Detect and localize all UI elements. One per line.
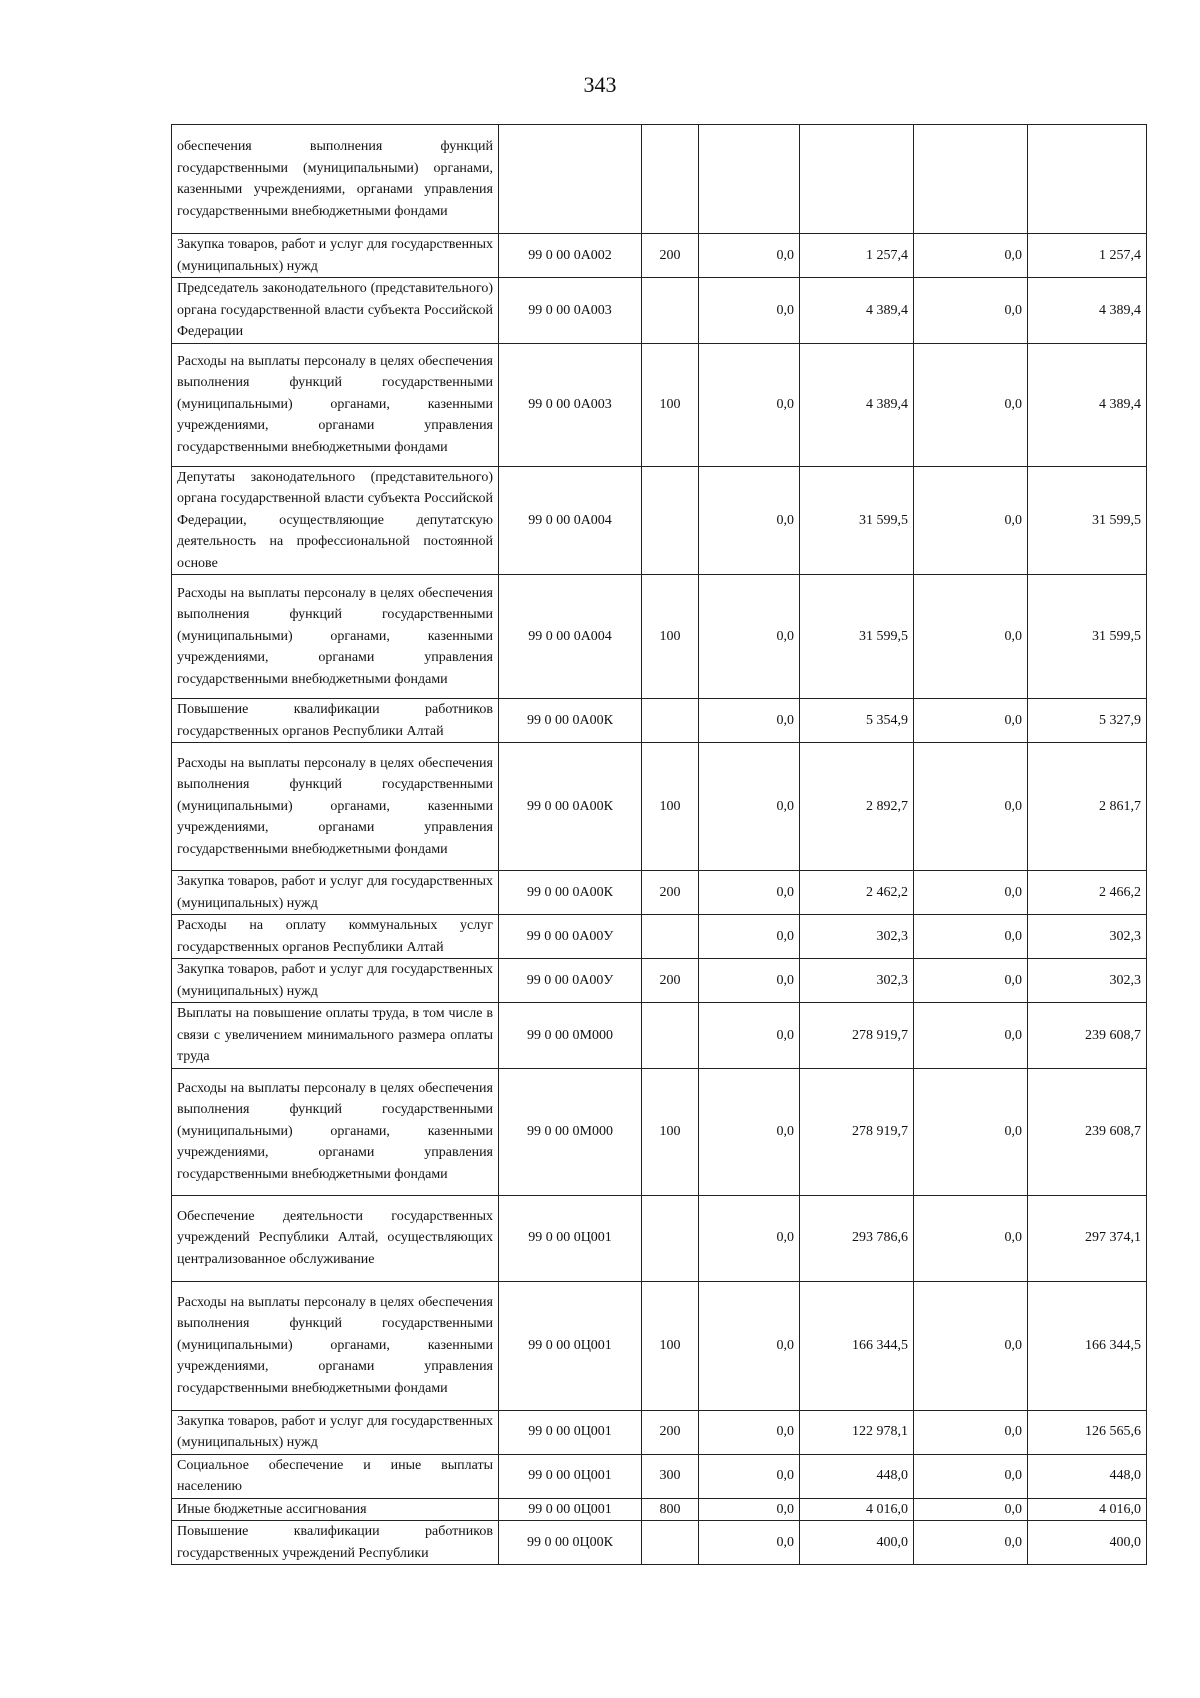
table-row (172, 343, 1147, 466)
expense-type-cell: 800 (642, 1498, 699, 1521)
amount-cell-3: 0,0 (914, 466, 1028, 575)
amount-cell-2: 293 786,6 (800, 1195, 914, 1281)
table-row (172, 959, 1147, 1003)
target-code-cell: 99 0 00 0Ц00К (499, 1521, 642, 1565)
table-row (172, 1454, 1147, 1498)
amount-cell-2: 448,0 (800, 1454, 914, 1498)
target-code-cell: 99 0 00 0А004 (499, 575, 642, 699)
amount-cell-1: 0,0 (699, 1454, 800, 1498)
expense-type-cell (642, 125, 699, 234)
amount-cell-4: 448,0 (1028, 1454, 1147, 1498)
expense-type-cell (642, 1521, 699, 1565)
expense-name-cell: Закупка товаров, работ и услуг для государственных (муниципальных) нужд (172, 234, 499, 278)
amount-cell-4: 31 599,5 (1028, 575, 1147, 699)
table-row (172, 871, 1147, 915)
amount-cell-1: 0,0 (699, 743, 800, 871)
amount-cell-3: 0,0 (914, 1521, 1028, 1565)
amount-cell-2: 31 599,5 (800, 466, 914, 575)
target-code-cell: 99 0 00 0А002 (499, 234, 642, 278)
expense-type-cell (642, 278, 699, 344)
expense-type-cell: 100 (642, 1068, 699, 1195)
amount-cell-4: 2 466,2 (1028, 871, 1147, 915)
amount-cell-3: 0,0 (914, 1498, 1028, 1521)
amount-cell-3: 0,0 (914, 575, 1028, 699)
amount-cell-2: 4 389,4 (800, 343, 914, 466)
amount-cell-1: 0,0 (699, 1068, 800, 1195)
target-code-cell: 99 0 00 0М000 (499, 1068, 642, 1195)
expense-type-cell: 100 (642, 1281, 699, 1410)
amount-cell-1: 0,0 (699, 915, 800, 959)
amount-cell-2: 2 462,2 (800, 871, 914, 915)
target-code-cell: 99 0 00 0А00У (499, 915, 642, 959)
expense-type-cell: 100 (642, 575, 699, 699)
table-row (172, 743, 1147, 871)
expense-name-cell: Председатель законодательного (представительного) органа государственной власти субъекта Российской Федерации (172, 278, 499, 344)
amount-cell-4: 400,0 (1028, 1521, 1147, 1565)
amount-cell-3 (914, 125, 1028, 234)
table-row (172, 1068, 1147, 1195)
amount-cell-3: 0,0 (914, 234, 1028, 278)
amount-cell-4: 239 608,7 (1028, 1068, 1147, 1195)
amount-cell-4: 239 608,7 (1028, 1003, 1147, 1069)
amount-cell-4: 166 344,5 (1028, 1281, 1147, 1410)
amount-cell-2: 2 892,7 (800, 743, 914, 871)
amount-cell-4 (1028, 125, 1147, 234)
amount-cell-2: 302,3 (800, 915, 914, 959)
expense-type-cell: 300 (642, 1454, 699, 1498)
expense-name-cell: Расходы на выплаты персоналу в целях обеспечения выполнения функций государственными (муниципальными) органами, казенными учреждениями, органами управления государственными внебюджетными фондами (172, 743, 499, 871)
table-row (172, 1498, 1147, 1521)
amount-cell-1: 0,0 (699, 959, 800, 1003)
amount-cell-1 (699, 125, 800, 234)
amount-cell-4: 126 565,6 (1028, 1410, 1147, 1454)
amount-cell-2: 4 016,0 (800, 1498, 914, 1521)
target-code-cell: 99 0 00 0Ц001 (499, 1498, 642, 1521)
expense-type-cell: 200 (642, 871, 699, 915)
target-code-cell: 99 0 00 0М000 (499, 1003, 642, 1069)
amount-cell-4: 302,3 (1028, 959, 1147, 1003)
expense-name-cell: Закупка товаров, работ и услуг для государственных (муниципальных) нужд (172, 959, 499, 1003)
amount-cell-1: 0,0 (699, 1003, 800, 1069)
expense-name-cell: Повышение квалификации работников государственных учреждений Республики (172, 1521, 499, 1565)
target-code-cell: 99 0 00 0Ц001 (499, 1454, 642, 1498)
expense-name-cell: обеспечения выполнения функций государственными (муниципальными) органами, казенными учреждениями, органами управления государственными внебюджетными фондами (172, 125, 499, 234)
amount-cell-3: 0,0 (914, 343, 1028, 466)
amount-cell-4: 4 389,4 (1028, 278, 1147, 344)
page-number: 343 (583, 72, 617, 97)
amount-cell-4: 302,3 (1028, 915, 1147, 959)
amount-cell-3: 0,0 (914, 1195, 1028, 1281)
amount-cell-2 (800, 125, 914, 234)
expense-name-cell: Расходы на выплаты персоналу в целях обеспечения выполнения функций государственными (муниципальными) органами, казенными учреждениями, органами управления государственными внебюджетными фондами (172, 575, 499, 699)
amount-cell-3: 0,0 (914, 1410, 1028, 1454)
amount-cell-4: 5 327,9 (1028, 699, 1147, 743)
amount-cell-2: 31 599,5 (800, 575, 914, 699)
expense-name-cell: Расходы на выплаты персоналу в целях обеспечения выполнения функций государственными (муниципальными) органами, казенными учреждениями, органами управления государственными внебюджетными фондами (172, 1068, 499, 1195)
table-row (172, 466, 1147, 575)
expense-type-cell: 100 (642, 343, 699, 466)
amount-cell-3: 0,0 (914, 743, 1028, 871)
expense-name-cell: Расходы на выплаты персоналу в целях обеспечения выполнения функций государственными (муниципальными) органами, казенными учреждениями, органами управления государственными внебюджетными фондами (172, 343, 499, 466)
table-row (172, 1281, 1147, 1410)
table-row (172, 1195, 1147, 1281)
target-code-cell: 99 0 00 0А004 (499, 466, 642, 575)
amount-cell-2: 166 344,5 (800, 1281, 914, 1410)
table-row (172, 125, 1147, 234)
amount-cell-2: 278 919,7 (800, 1003, 914, 1069)
amount-cell-4: 4 389,4 (1028, 343, 1147, 466)
expense-type-cell: 200 (642, 234, 699, 278)
amount-cell-3: 0,0 (914, 699, 1028, 743)
amount-cell-1: 0,0 (699, 343, 800, 466)
amount-cell-1: 0,0 (699, 466, 800, 575)
amount-cell-1: 0,0 (699, 575, 800, 699)
expense-type-cell (642, 915, 699, 959)
budget-table (171, 124, 1147, 1565)
amount-cell-2: 400,0 (800, 1521, 914, 1565)
target-code-cell: 99 0 00 0А00К (499, 699, 642, 743)
table-row (172, 1521, 1147, 1565)
amount-cell-1: 0,0 (699, 699, 800, 743)
amount-cell-3: 0,0 (914, 915, 1028, 959)
amount-cell-3: 0,0 (914, 959, 1028, 1003)
table-row (172, 234, 1147, 278)
table-row (172, 1410, 1147, 1454)
expense-name-cell: Повышение квалификации работников государственных органов Республики Алтай (172, 699, 499, 743)
amount-cell-4: 4 016,0 (1028, 1498, 1147, 1521)
amount-cell-1: 0,0 (699, 234, 800, 278)
expense-type-cell (642, 699, 699, 743)
amount-cell-3: 0,0 (914, 1281, 1028, 1410)
amount-cell-2: 5 354,9 (800, 699, 914, 743)
amount-cell-4: 2 861,7 (1028, 743, 1147, 871)
table-row (172, 915, 1147, 959)
table-body (172, 125, 1147, 1565)
expense-name-cell: Расходы на оплату коммунальных услуг государственных органов Республики Алтай (172, 915, 499, 959)
target-code-cell: 99 0 00 0Ц001 (499, 1410, 642, 1454)
expense-type-cell (642, 466, 699, 575)
amount-cell-1: 0,0 (699, 1410, 800, 1454)
amount-cell-1: 0,0 (699, 871, 800, 915)
table-row (172, 278, 1147, 344)
target-code-cell: 99 0 00 0Ц001 (499, 1195, 642, 1281)
expense-name-cell: Выплаты на повышение оплаты труда, в том числе в связи с увеличением минимального размера оплаты труда (172, 1003, 499, 1069)
expense-type-cell (642, 1195, 699, 1281)
target-code-cell: 99 0 00 0А003 (499, 343, 642, 466)
amount-cell-2: 122 978,1 (800, 1410, 914, 1454)
expense-name-cell: Социальное обеспечение и иные выплаты населению (172, 1454, 499, 1498)
amount-cell-4: 31 599,5 (1028, 466, 1147, 575)
expense-name-cell: Обеспечение деятельности государственных учреждений Республики Алтай, осуществляющих централизованное обслуживание (172, 1195, 499, 1281)
amount-cell-3: 0,0 (914, 1454, 1028, 1498)
amount-cell-3: 0,0 (914, 871, 1028, 915)
expense-name-cell: Депутаты законодательного (представительного) органа государственной власти субъекта Российской Федерации, осуществляющие депутатскую деятельность на профессиональной постоянной основе (172, 466, 499, 575)
expense-type-cell: 200 (642, 1410, 699, 1454)
target-code-cell: 99 0 00 0А00К (499, 743, 642, 871)
expense-type-cell: 200 (642, 959, 699, 1003)
amount-cell-2: 4 389,4 (800, 278, 914, 344)
expense-name-cell: Закупка товаров, работ и услуг для государственных (муниципальных) нужд (172, 871, 499, 915)
amount-cell-1: 0,0 (699, 278, 800, 344)
target-code-cell: 99 0 00 0А003 (499, 278, 642, 344)
amount-cell-4: 1 257,4 (1028, 234, 1147, 278)
table-row (172, 699, 1147, 743)
target-code-cell (499, 125, 642, 234)
target-code-cell: 99 0 00 0А00У (499, 959, 642, 1003)
expense-name-cell: Расходы на выплаты персоналу в целях обеспечения выполнения функций государственными (муниципальными) органами, казенными учреждениями, органами управления государственными внебюджетными фондами (172, 1281, 499, 1410)
amount-cell-2: 278 919,7 (800, 1068, 914, 1195)
amount-cell-2: 302,3 (800, 959, 914, 1003)
amount-cell-3: 0,0 (914, 1068, 1028, 1195)
expense-type-cell: 100 (642, 743, 699, 871)
amount-cell-1: 0,0 (699, 1498, 800, 1521)
amount-cell-3: 0,0 (914, 1003, 1028, 1069)
expense-name-cell: Закупка товаров, работ и услуг для государственных (муниципальных) нужд (172, 1410, 499, 1454)
table-row (172, 575, 1147, 699)
target-code-cell: 99 0 00 0А00К (499, 871, 642, 915)
amount-cell-1: 0,0 (699, 1521, 800, 1565)
target-code-cell: 99 0 00 0Ц001 (499, 1281, 642, 1410)
expense-type-cell (642, 1003, 699, 1069)
expense-name-cell: Иные бюджетные ассигнования (172, 1498, 499, 1521)
amount-cell-3: 0,0 (914, 278, 1028, 344)
amount-cell-4: 297 374,1 (1028, 1195, 1147, 1281)
amount-cell-2: 1 257,4 (800, 234, 914, 278)
amount-cell-1: 0,0 (699, 1281, 800, 1410)
table-row (172, 1003, 1147, 1069)
amount-cell-1: 0,0 (699, 1195, 800, 1281)
